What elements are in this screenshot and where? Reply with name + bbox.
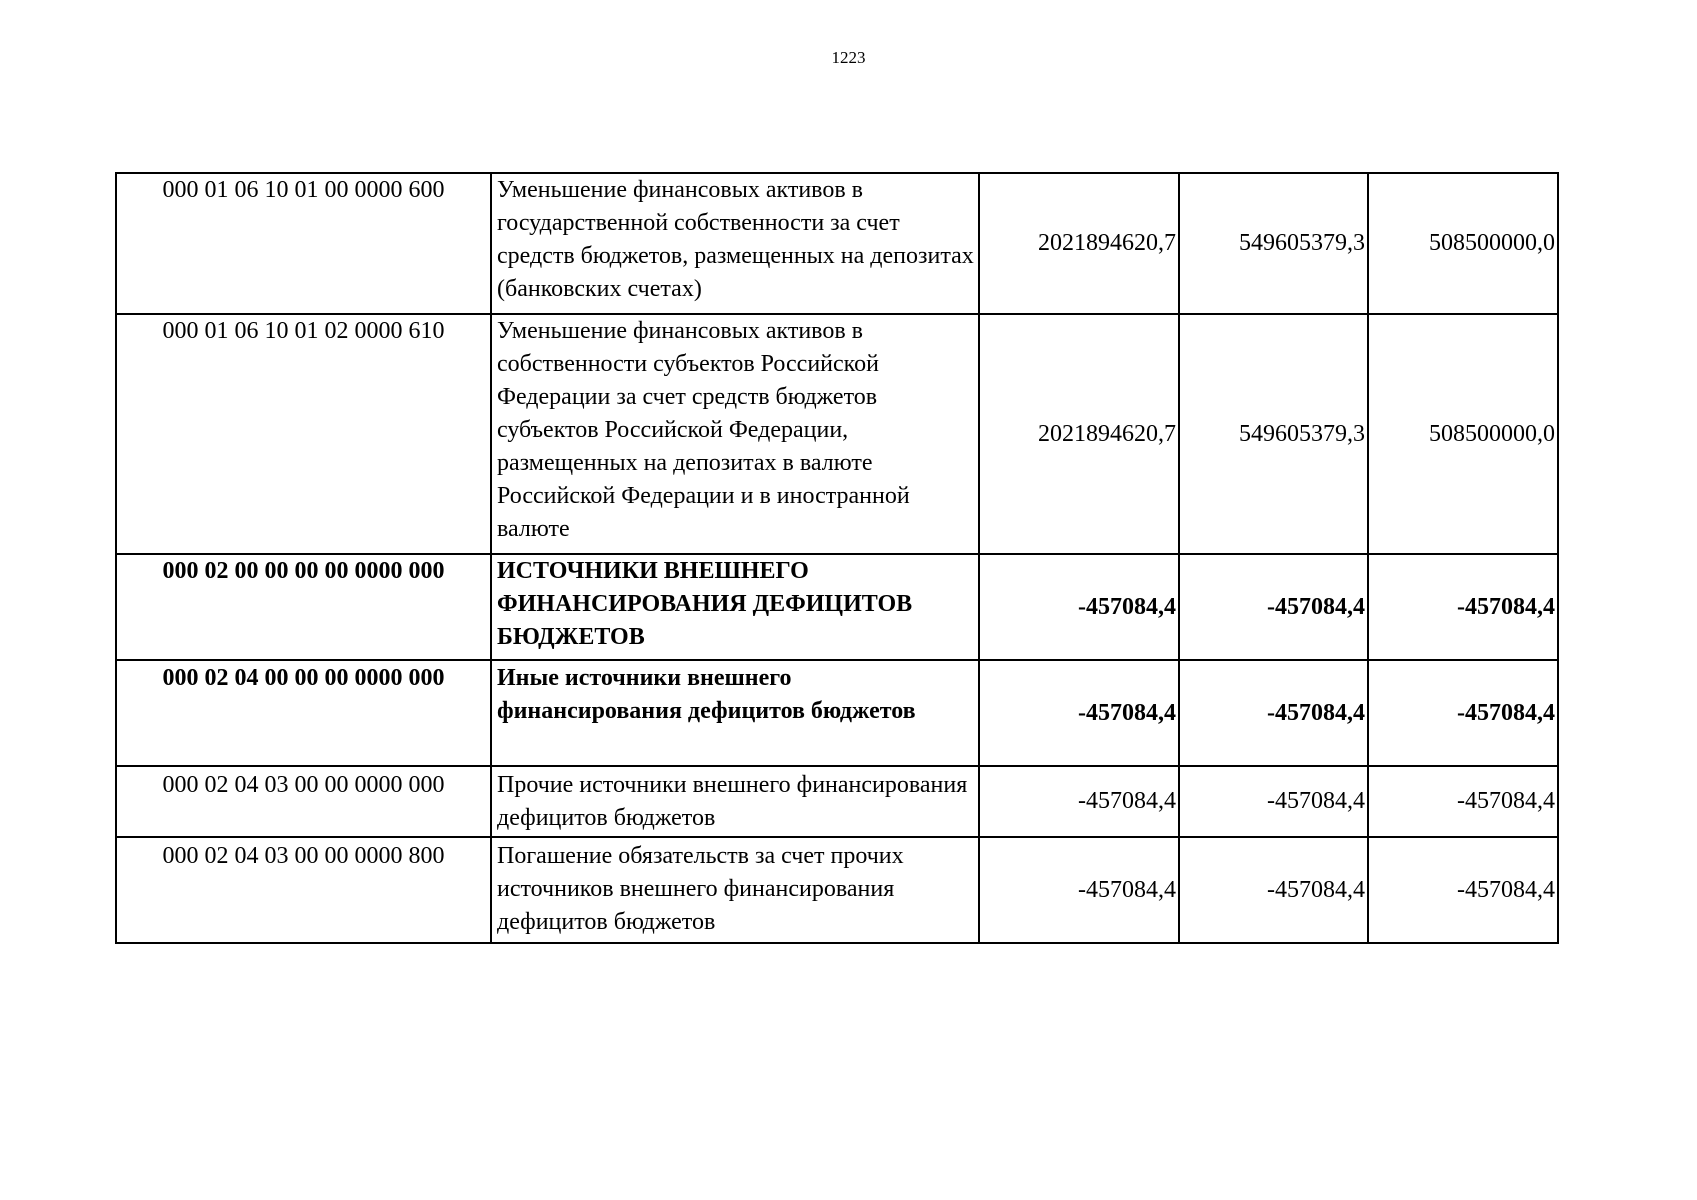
amount-cell-2: -457084,4 — [1179, 554, 1368, 660]
budget-code-cell: 000 02 04 03 00 00 0000 000 — [116, 766, 491, 837]
amount-cell-3: 508500000,0 — [1368, 314, 1558, 554]
amount-cell-2: -457084,4 — [1179, 837, 1368, 943]
amount-cell-2: 549605379,3 — [1179, 314, 1368, 554]
source-name-cell: Прочие источники внешнего финансирования дефицитов бюджетов — [491, 766, 979, 837]
budget-code-cell: 000 01 06 10 01 00 0000 600 — [116, 173, 491, 314]
table-row — [116, 766, 1558, 837]
amount-cell-3: -457084,4 — [1368, 837, 1558, 943]
amount-cell-1: -457084,4 — [979, 554, 1179, 660]
amount-cell-3: -457084,4 — [1368, 554, 1558, 660]
budget-code-cell: 000 02 04 00 00 00 0000 000 — [116, 660, 491, 766]
budget-code-cell: 000 01 06 10 01 02 0000 610 — [116, 314, 491, 554]
amount-cell-2: -457084,4 — [1179, 766, 1368, 837]
source-name-cell: Иные источники внешнего финансирования дефицитов бюджетов — [491, 660, 979, 766]
budget-code-cell: 000 02 00 00 00 00 0000 000 — [116, 554, 491, 660]
amount-cell-3: -457084,4 — [1368, 660, 1558, 766]
source-name-cell: Уменьшение финансовых активов в государственной собственности за счет средств бюджетов, размещенных на депозитах (банковских счетах) — [491, 173, 979, 314]
table-row — [116, 554, 1558, 660]
page-number: 1223 — [831, 48, 866, 67]
amount-cell-1: -457084,4 — [979, 837, 1179, 943]
amount-cell-2: -457084,4 — [1179, 660, 1368, 766]
amount-cell-3: -457084,4 — [1368, 766, 1558, 837]
amount-cell-1: 2021894620,7 — [979, 173, 1179, 314]
table-row — [116, 314, 1558, 554]
source-name-cell: Уменьшение финансовых активов в собственности субъектов Российской Федерации за счет средств бюджетов субъектов Российской Федерации, размещенных на депозитах в валюте Российской Федерации и в иностранной валюте — [491, 314, 979, 554]
amount-cell-1: -457084,4 — [979, 766, 1179, 837]
source-name-cell: ИСТОЧНИКИ ВНЕШНЕГО ФИНАНСИРОВАНИЯ ДЕФИЦИТОВ БЮДЖЕТОВ — [491, 554, 979, 660]
amount-cell-1: 2021894620,7 — [979, 314, 1179, 554]
table-row — [116, 173, 1558, 314]
amount-cell-1: -457084,4 — [979, 660, 1179, 766]
table-row — [116, 660, 1558, 766]
budget-code-cell: 000 02 04 03 00 00 0000 800 — [116, 837, 491, 943]
amount-cell-3: 508500000,0 — [1368, 173, 1558, 314]
table-row — [116, 837, 1558, 943]
source-name-cell: Погашение обязательств за счет прочих источников внешнего финансирования дефицитов бюджетов — [491, 837, 979, 943]
amount-cell-2: 549605379,3 — [1179, 173, 1368, 314]
budget-sources-table — [115, 172, 1559, 944]
